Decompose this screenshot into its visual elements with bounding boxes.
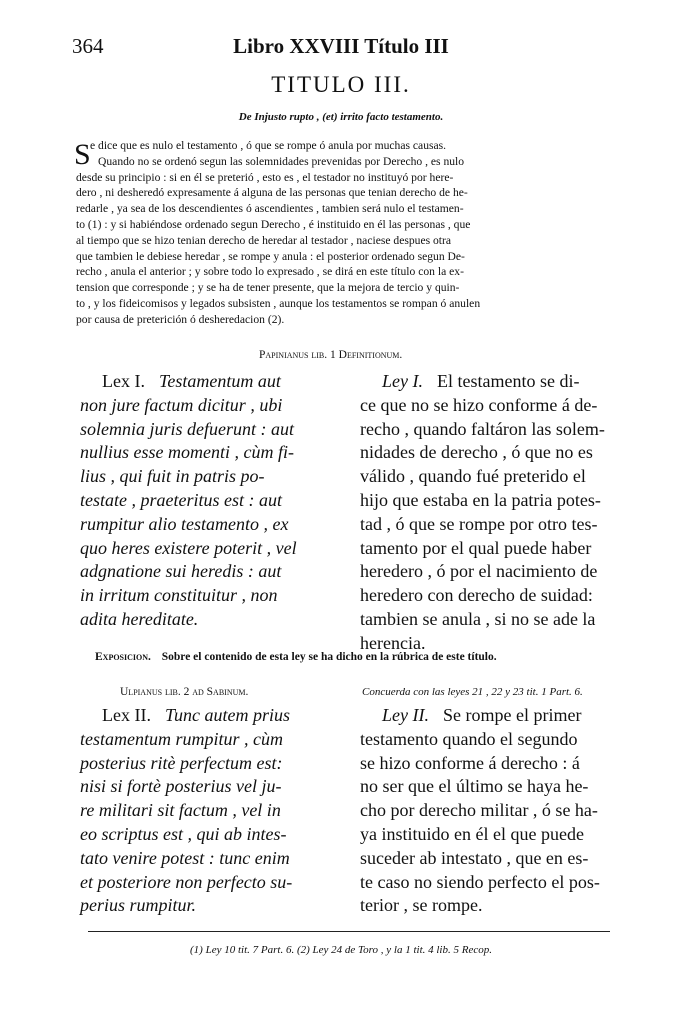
latin-line: eo scriptus est , qui ab intes- bbox=[80, 823, 287, 844]
latin-line: quo heres existere poterit , vel bbox=[80, 537, 297, 558]
spanish-line: tamento por el qual puede haber bbox=[360, 537, 592, 558]
spanish-line: heredero , ó por el nacimiento de bbox=[360, 561, 598, 582]
spanish-line: hijo que estaba en la patria potes- bbox=[360, 489, 601, 510]
spanish-line: terior , se rompe. bbox=[360, 895, 483, 916]
spanish-line: se hizo conforme á derecho : á bbox=[360, 752, 580, 773]
latin-line-text: Testamentum aut bbox=[158, 371, 281, 391]
intro-line: tension que corresponde ; y se ha de tener presente, que la mejora de tercio y quin- bbox=[76, 281, 460, 295]
law1-spanish-head: Ley I. bbox=[382, 371, 423, 391]
drop-cap: S bbox=[74, 138, 91, 171]
latin-line: nullius esse momenti , cùm fi- bbox=[80, 442, 294, 463]
exposicion-note bbox=[95, 651, 497, 663]
latin-line: testate , praeteritus est : aut bbox=[80, 489, 282, 510]
latin-line: rumpitur alio testamento , ex bbox=[80, 513, 289, 534]
latin-line-text: Tunc autem prius bbox=[164, 705, 290, 725]
intro-line: redarle , ya sea de los descendientes ó ascendientes , tambien será nulo el testamen- bbox=[76, 202, 464, 216]
intro-line: desde su principio : si en él se preterió , esto es , el testador no instituyó por here- bbox=[76, 170, 454, 184]
intro-line: que tambien le debiese heredar , se rompe y anula : el posterior ordenado segun De- bbox=[76, 249, 465, 263]
spanish-line: recho , quando faltáron las solem- bbox=[360, 418, 605, 439]
law2-spanish-head: Ley II. bbox=[382, 705, 429, 725]
latin-line: non jure factum dicitur , ubi bbox=[80, 394, 283, 415]
spanish-line bbox=[360, 704, 622, 728]
law1-spanish-text bbox=[360, 370, 622, 656]
intro-line: al tiempo que se hizo tenian derecho de heredar al testador , naciese despues otra bbox=[76, 233, 452, 247]
law2-spanish-text bbox=[360, 704, 622, 918]
latin-line: adgnatione sui heredis : aut bbox=[80, 561, 282, 582]
law2-latin-head: Lex II. bbox=[102, 705, 151, 725]
spanish-line: nidades de derecho , ó que no es bbox=[360, 442, 593, 463]
law2-source: Ulpianus lib. 2 ad Sabinum. bbox=[120, 686, 249, 698]
footnotes: (1) Ley 10 tit. 7 Part. 6. (2) Ley 24 de Toro , y la 1 tit. 4 lib. 5 Recop. bbox=[190, 944, 492, 956]
spanish-line: heredero con derecho de suidad: bbox=[360, 585, 593, 606]
intro-line: recho , anula el anterior ; y sobre todo lo expresado , se dirá en este título con la ex- bbox=[76, 265, 464, 279]
spanish-line: herencia. bbox=[360, 632, 426, 653]
law1-source: Papinianus lib. 1 Definitionum. bbox=[259, 349, 403, 361]
title-subtitle: De Injusto rupto , (et) irrito facto testamento. bbox=[238, 111, 444, 123]
spanish-line-text: Se rompe el primer bbox=[442, 705, 582, 725]
page-title: TITULO III. bbox=[271, 72, 411, 97]
latin-line: adita hereditate. bbox=[80, 608, 199, 629]
latin-line: testamentum rumpitur , cùm bbox=[80, 728, 283, 749]
intro-line: e dice que es nulo el testamento , ó que se rompe ó anula por muchas causas. bbox=[90, 139, 447, 152]
law1-latin-text bbox=[80, 370, 342, 632]
latin-line: tato venire potest : tunc enim bbox=[80, 847, 290, 868]
running-head: Libro XXVIII Título III bbox=[233, 34, 449, 58]
latin-line: perius rumpitur. bbox=[80, 895, 197, 916]
spanish-line: cho por derecho militar , ó se ha- bbox=[360, 800, 598, 821]
spanish-line-text: El testamento se di- bbox=[436, 371, 580, 391]
spanish-line: tad , ó que se rompe por otro tes- bbox=[360, 513, 598, 534]
spanish-line: ce que no se hizo conforme á de- bbox=[360, 394, 598, 415]
footnote-divider bbox=[88, 931, 610, 932]
spanish-line: no ser que el último se haya he- bbox=[360, 776, 589, 797]
spanish-line: suceder ab intestato , que en es- bbox=[360, 847, 589, 868]
law2-latin-text bbox=[80, 704, 342, 918]
latin-line: et posteriore non perfecto su- bbox=[80, 871, 293, 892]
latin-line: posterius ritè perfectum est: bbox=[80, 752, 283, 773]
intro-line: dero , ni desheredó expresamente á alguna de las personas que tenian derecho de he- bbox=[76, 186, 468, 200]
intro-line: por causa de preterición ó desheredacion (2). bbox=[76, 312, 285, 326]
exposicion-label: Exposicion. bbox=[95, 651, 151, 663]
law1-latin-head: Lex I. bbox=[102, 371, 145, 391]
spanish-line: tambien se anula , si no se ade la bbox=[360, 608, 596, 629]
spanish-line: testamento quando el segundo bbox=[360, 728, 578, 749]
spanish-line: te caso no siendo perfecto el pos- bbox=[360, 871, 600, 892]
intro-line: to (1) : y si habiéndose ordenado segun Derecho , é instituido en él las personas , que bbox=[76, 217, 471, 231]
latin-line: in irritum constituitur , non bbox=[80, 585, 278, 606]
page-number: 364 bbox=[72, 34, 104, 58]
latin-line: lius , qui fuit in patris po- bbox=[80, 466, 265, 487]
latin-line: re militari sit factum , vel in bbox=[80, 800, 281, 821]
latin-line bbox=[80, 370, 342, 394]
spanish-line: ya instituido en él el que puede bbox=[360, 823, 584, 844]
spanish-line bbox=[360, 370, 622, 394]
exposicion-text: Sobre el contenido de esta ley se ha dicho en la rúbrica de este título. bbox=[161, 651, 497, 663]
intro-line: Quando no se ordenó segun las solemnidades prevenidas por Derecho , es nulo bbox=[98, 154, 465, 168]
law2-concordance: Concuerda con las leyes 21 , 22 y 23 tit. 1 Part. 6. bbox=[362, 686, 583, 698]
latin-line bbox=[80, 704, 342, 728]
latin-line: nisi si fortè posterius vel ju- bbox=[80, 776, 282, 797]
intro-paragraph bbox=[76, 138, 616, 328]
spanish-line: válido , quando fué preterido el bbox=[360, 466, 586, 487]
latin-line: solemnia juris defuerunt : aut bbox=[80, 418, 294, 439]
intro-line: to , y los fideicomisos y legados subsisten , aunque los testamentos se rompan ó anulen bbox=[76, 296, 481, 310]
